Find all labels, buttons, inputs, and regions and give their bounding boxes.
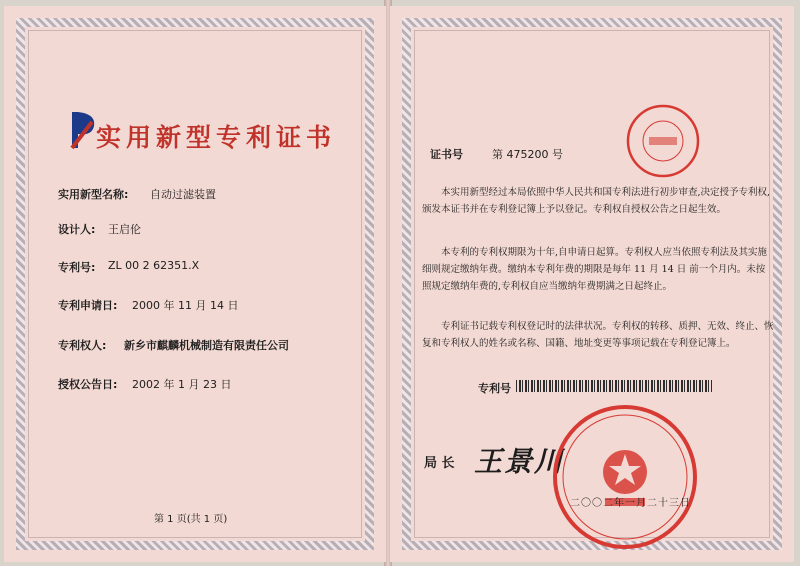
patent-no-value: ZL 00 2 62351.X xyxy=(108,259,200,272)
designer-label: 设计人: xyxy=(58,223,96,236)
filing-date-value: 2000 年 11 月 14 日 xyxy=(132,299,239,312)
director-signature: 王景川 xyxy=(474,445,565,478)
barcode-label: 专利号 xyxy=(478,382,511,395)
page-number: 第 1 页(共 1 页) xyxy=(154,514,228,525)
national-ip-office-seal-icon xyxy=(550,402,700,552)
left-page xyxy=(4,6,386,562)
issue-date: 二〇〇二年一月二十三日 xyxy=(570,498,691,509)
cert-no-value: 第 475200 号 xyxy=(492,148,563,161)
paragraph-2: 本专利的专利权期限为十年,自申请日起算。专利权人应当依照专利法及其实施细则规定缴纳年费。缴纳本专利年费的期限是每年 11 月 14 日 前一个月内。未按照规定缴纳年费的,专利权自应当缴纳年费期满之日起终止。 xyxy=(422,247,768,292)
small-red-seal-icon xyxy=(625,103,701,179)
patent-no-label: 专利号: xyxy=(58,261,96,274)
grant-date-label: 授权公告日: xyxy=(58,378,118,391)
left-page-inner-border xyxy=(28,30,362,538)
name-label: 实用新型名称: xyxy=(58,188,129,201)
page-title: 实用新型专利证书 xyxy=(96,123,337,152)
owner-value: 新乡市麒麟机械制造有限责任公司 xyxy=(124,339,289,352)
owner-label: 专利权人: xyxy=(58,339,107,352)
name-value: 自动过滤装置 xyxy=(150,188,216,201)
designer-value: 王启伦 xyxy=(108,223,141,236)
right-page xyxy=(390,6,794,562)
paragraph-3: 专利证书记载专利权登记时的法律状况。专利权的转移、质押、无效、终止、恢复和专利权人的姓名或名称、国籍、地址变更等事项记载在专利登记簿上。 xyxy=(422,321,774,349)
filing-date-label: 专利申请日: xyxy=(58,299,118,312)
director-label: 局 长 xyxy=(424,456,455,471)
grant-date-value: 2002 年 1 月 23 日 xyxy=(132,378,232,391)
cert-no-label: 证书号 xyxy=(430,148,463,161)
patent-barcode xyxy=(516,380,712,392)
paragraph-1: 本实用新型经过本局依照中华人民共和国专利法进行初步审查,决定授予专利权,颁发本证书并在专利登记簿上予以登记。专利权自授权公告之日起生效。 xyxy=(422,187,771,215)
sipo-logo-icon xyxy=(68,110,98,150)
